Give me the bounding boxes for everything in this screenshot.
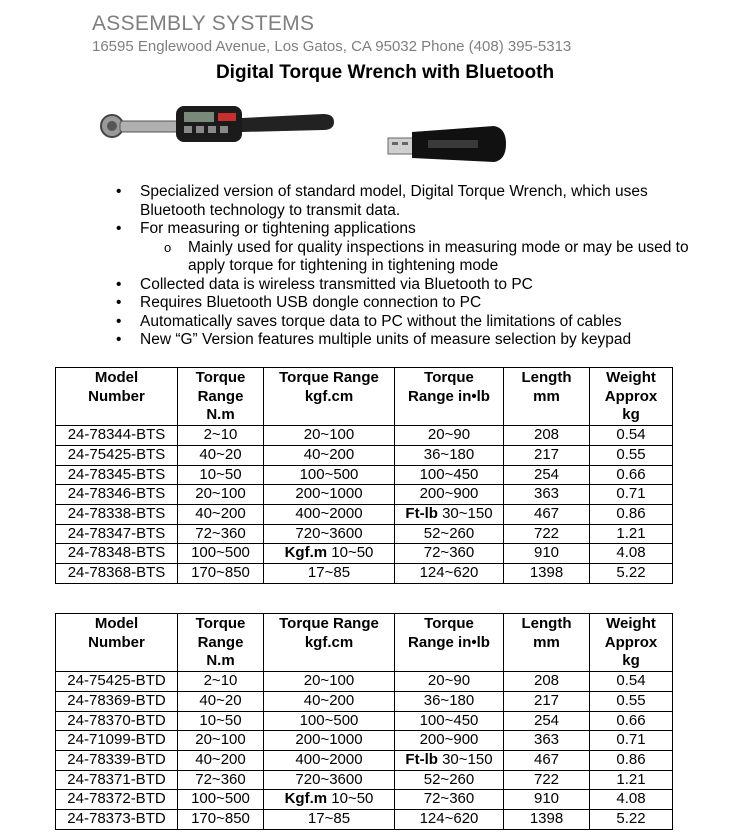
table-cell (56, 504, 178, 524)
column-header-line: Range in•lb (408, 387, 490, 405)
column-header-line: Range in•lb (408, 633, 490, 651)
table-cell (590, 731, 673, 751)
cell-value: 100~500 (299, 711, 359, 729)
column-header-line: Torque (195, 369, 246, 386)
column-header-line: Model (94, 369, 139, 386)
table-cell (56, 445, 178, 465)
table-cell (504, 790, 590, 810)
bts-spec-table (55, 367, 673, 584)
table-cell (395, 426, 504, 446)
cell-value: 100~500 (191, 790, 250, 808)
cell-value: 10~50 (331, 790, 374, 808)
column-header-line: Torque (424, 615, 474, 632)
cell-value: 40~200 (195, 504, 246, 522)
column-header-line: N.m (206, 652, 235, 670)
table-cell (56, 691, 178, 711)
cell-value: 20~100 (195, 731, 246, 749)
table-cell (56, 672, 178, 692)
cell-value: 72~360 (423, 544, 475, 562)
btd-spec-table (55, 613, 673, 830)
cell-value: 0.71 (616, 485, 646, 503)
table-row (56, 672, 673, 692)
feature-list (112, 183, 712, 350)
table-cell (504, 672, 590, 692)
cell-value: 24-78368-BTS (67, 564, 166, 582)
table-cell (264, 524, 395, 544)
table-cell (56, 750, 178, 770)
cell-value: 200~900 (419, 485, 479, 503)
cell-value: 200~1000 (295, 485, 363, 503)
table-cell (590, 770, 673, 790)
cell-value: 217 (533, 445, 560, 463)
table-row (56, 485, 673, 505)
cell-value: 910 (533, 790, 560, 808)
cell-value: 467 (533, 504, 560, 522)
table-cell (590, 485, 673, 505)
cell-value: 24-78344-BTS (67, 426, 166, 444)
table-cell (264, 750, 395, 770)
cell-value: 24-78370-BTD (67, 711, 166, 729)
table-row (56, 504, 673, 524)
cell-value: 124~620 (419, 810, 479, 828)
table-cell (264, 711, 395, 731)
table-cell (504, 810, 590, 830)
table-cell (590, 691, 673, 711)
column-header (504, 368, 590, 426)
column-header-line: mm (533, 387, 560, 405)
table-cell (504, 465, 590, 485)
table-row (56, 731, 673, 751)
cell-value: 208 (533, 426, 560, 444)
table-cell (264, 504, 395, 524)
cell-value: 5.22 (616, 564, 646, 582)
cell-value: 200~900 (419, 731, 479, 749)
table-cell (178, 504, 264, 524)
table-cell (264, 672, 395, 692)
column-header-line: N.m (206, 406, 235, 424)
feature-item: • New “G” Version features multiple units of measure selection by keypad (112, 331, 712, 350)
company-name: ASSEMBLY SYSTEMS (92, 12, 315, 35)
cell-value: 40~200 (303, 445, 355, 463)
cell-value: 24-78348-BTS (67, 544, 166, 562)
table-cell (395, 790, 504, 810)
table-cell (264, 770, 395, 790)
cell-value: 100~500 (191, 544, 250, 562)
cell-value: 0.71 (616, 731, 646, 749)
table-cell (590, 564, 673, 584)
cell-value: 40~200 (303, 691, 355, 709)
cell-value: 400~2000 (295, 750, 363, 768)
table-cell (395, 524, 504, 544)
table-cell (178, 810, 264, 830)
feature-item: • Specialized version of standard model, Digital Torque Wrench, which uses Bluetooth technology to transmit data. (112, 183, 712, 220)
cell-value: 0.55 (616, 691, 646, 709)
table-header-row (56, 368, 673, 426)
cell-value: 0.86 (616, 504, 646, 522)
table-cell (178, 564, 264, 584)
table-cell (178, 485, 264, 505)
column-header-line: kgf.cm (304, 387, 354, 405)
column-header-line: Approx (604, 387, 658, 405)
table-cell (395, 810, 504, 830)
table-cell (504, 711, 590, 731)
cell-value: 30~150 (442, 504, 493, 522)
cell-value: 200~1000 (295, 731, 363, 749)
cell-value: 52~260 (423, 770, 475, 788)
table-cell (590, 445, 673, 465)
table-cell (590, 672, 673, 692)
cell-value: 24-78373-BTD (67, 810, 166, 828)
cell-value: 2~10 (203, 426, 238, 444)
cell-value: 40~20 (199, 445, 242, 463)
table-cell (56, 790, 178, 810)
cell-value: 363 (533, 485, 560, 503)
column-header (395, 368, 504, 426)
table-cell (56, 810, 178, 830)
column-header-line: Number (88, 633, 145, 651)
cell-value: 124~620 (419, 564, 479, 582)
column-header (590, 368, 673, 426)
table-cell (178, 445, 264, 465)
cell-value: 30~150 (442, 750, 493, 768)
table-row (56, 426, 673, 446)
column-header-line: kgf.cm (304, 633, 354, 651)
table-row (56, 711, 673, 731)
cell-value: 363 (533, 731, 560, 749)
cell-value: 20~100 (303, 672, 355, 690)
column-header-line: kg (622, 406, 640, 424)
cell-value: 254 (533, 465, 560, 483)
cell-value: 0.66 (616, 465, 646, 483)
table-cell (264, 426, 395, 446)
table-cell (590, 504, 673, 524)
table-cell (178, 691, 264, 711)
cell-value: 52~260 (423, 524, 475, 542)
table-cell (264, 810, 395, 830)
table-row (56, 544, 673, 564)
cell-value: 36~180 (423, 445, 475, 463)
cell-value: 72~360 (195, 524, 246, 542)
table-row (56, 691, 673, 711)
table-cell (264, 691, 395, 711)
table-cell (395, 770, 504, 790)
usb-dongle-icon (386, 120, 508, 166)
table-header-row (56, 614, 673, 672)
table-cell (395, 711, 504, 731)
cell-value: 72~360 (423, 790, 475, 808)
cell-value: 10~50 (199, 465, 242, 483)
column-header (504, 614, 590, 672)
feature-item: • Requires Bluetooth USB dongle connection to PC (112, 294, 712, 313)
cell-value: 24-78369-BTD (67, 691, 166, 709)
table-cell (56, 770, 178, 790)
column-header-line: Length (521, 615, 572, 632)
table-cell (590, 711, 673, 731)
page-title: Digital Torque Wrench with Bluetooth (215, 62, 555, 83)
table-cell (56, 564, 178, 584)
table-cell (178, 524, 264, 544)
table-cell (395, 504, 504, 524)
table-row (56, 810, 673, 830)
cell-value: 17~85 (307, 564, 351, 582)
cell-value: 24-78345-BTS (67, 465, 166, 483)
table-cell (395, 485, 504, 505)
cell-value: 910 (533, 544, 560, 562)
column-header-line: Approx (604, 633, 658, 651)
cell-value: 24-78338-BTS (67, 504, 166, 522)
table-cell (56, 524, 178, 544)
feature-subitem: o Mainly used for quality inspections in measuring mode or may be used to apply torque for tightening in tightening mode (112, 239, 712, 276)
table-cell (178, 672, 264, 692)
feature-item: • For measuring or tightening applications (112, 220, 712, 239)
feature-item: • Collected data is wireless transmitted via Bluetooth to PC (112, 276, 712, 295)
cell-value: 400~2000 (295, 504, 363, 522)
column-header (56, 368, 178, 426)
table-cell (178, 731, 264, 751)
cell-value: 36~180 (423, 691, 475, 709)
table-cell (395, 564, 504, 584)
cell-value: 20~90 (427, 426, 471, 444)
cell-value: 24-75425-BTS (67, 445, 166, 463)
table-cell (395, 750, 504, 770)
table-cell (178, 711, 264, 731)
table-row (56, 770, 673, 790)
column-header-line: Model (94, 615, 139, 632)
table-cell (395, 672, 504, 692)
cell-value: 170~850 (191, 564, 250, 582)
cell-value: 2~10 (203, 672, 238, 690)
column-header-line: Torque (424, 369, 474, 386)
column-header-line: Torque Range (279, 369, 379, 386)
cell-value: 20~100 (195, 485, 246, 503)
cell-value: 1.21 (616, 524, 646, 542)
column-header-line: kg (622, 652, 640, 670)
column-header-line: mm (533, 633, 560, 651)
table-row (56, 564, 673, 584)
table-cell (395, 544, 504, 564)
cell-value: 24-71099-BTD (67, 731, 166, 749)
table-cell (178, 750, 264, 770)
table-cell (178, 426, 264, 446)
cell-value: 0.55 (616, 445, 646, 463)
cell-value: 24-78372-BTD (67, 790, 166, 808)
cell-value: 40~20 (199, 691, 242, 709)
table-cell (264, 485, 395, 505)
cell-value: 10~50 (331, 544, 374, 562)
table-cell (504, 544, 590, 564)
cell-value: 10~50 (199, 711, 242, 729)
table-cell (264, 544, 395, 564)
unit-label: Kgf.m (284, 790, 328, 808)
unit-label: Kgf.m (284, 544, 328, 562)
table-cell (590, 810, 673, 830)
cell-value: 100~450 (419, 711, 479, 729)
table-cell (504, 770, 590, 790)
cell-value: 722 (533, 524, 560, 542)
column-header-line: Weight (606, 615, 656, 632)
cell-value: 217 (533, 691, 560, 709)
cell-value: 722 (533, 770, 560, 788)
cell-value: 24-78347-BTS (67, 524, 166, 542)
cell-value: 24-78346-BTS (67, 485, 166, 503)
table-cell (504, 485, 590, 505)
table-cell (590, 544, 673, 564)
table-row (56, 750, 673, 770)
feature-item: • Automatically saves torque data to PC without the limitations of cables (112, 313, 712, 332)
column-header-line: Torque (195, 615, 246, 632)
cell-value: 24-78371-BTD (67, 770, 166, 788)
cell-value: 20~100 (303, 426, 355, 444)
cell-value: 0.54 (616, 426, 646, 444)
cell-value: 170~850 (191, 810, 250, 828)
table-cell (178, 465, 264, 485)
column-header-line: Weight (606, 369, 656, 386)
column-header (590, 614, 673, 672)
table-cell (504, 426, 590, 446)
table-row (56, 445, 673, 465)
cell-value: 5.22 (616, 810, 646, 828)
unit-label: Ft-lb (405, 504, 438, 522)
table-row (56, 790, 673, 810)
table-cell (56, 465, 178, 485)
column-header-line: Range (197, 633, 244, 651)
table-cell (590, 790, 673, 810)
column-header (264, 614, 395, 672)
column-header (178, 368, 264, 426)
cell-value: 0.86 (616, 750, 646, 768)
cell-value: 4.08 (616, 544, 646, 562)
table-row (56, 524, 673, 544)
column-header (56, 614, 178, 672)
cell-value: 17~85 (307, 810, 351, 828)
cell-value: 24-75425-BTD (67, 672, 166, 690)
table-cell (178, 770, 264, 790)
table-cell (395, 731, 504, 751)
table-row (56, 465, 673, 485)
column-header (395, 614, 504, 672)
cell-value: 720~3600 (295, 524, 363, 542)
table-cell (178, 790, 264, 810)
table-cell (590, 465, 673, 485)
cell-value: 40~200 (195, 750, 246, 768)
table-cell (504, 691, 590, 711)
table-cell (395, 445, 504, 465)
table-cell (264, 790, 395, 810)
table-cell (56, 485, 178, 505)
cell-value: 0.54 (616, 672, 646, 690)
column-header-line: Torque Range (279, 615, 379, 632)
column-header (178, 614, 264, 672)
cell-value: 20~90 (427, 672, 471, 690)
column-header-line: Number (88, 387, 145, 405)
table-cell (56, 731, 178, 751)
cell-value: 1.21 (616, 770, 646, 788)
table-cell (504, 750, 590, 770)
table-cell (590, 750, 673, 770)
table-cell (264, 445, 395, 465)
table-cell (178, 544, 264, 564)
table-cell (395, 691, 504, 711)
unit-label: Ft-lb (405, 750, 438, 768)
cell-value: 4.08 (616, 790, 646, 808)
cell-value: 24-78339-BTD (67, 750, 166, 768)
cell-value: 72~360 (195, 770, 246, 788)
company-address: 16595 Englewood Avenue, Los Gatos, CA 95032 Phone (408) 395-5313 (92, 38, 572, 55)
table-cell (504, 524, 590, 544)
cell-value: 208 (533, 672, 560, 690)
table-cell (56, 544, 178, 564)
cell-value: 720~3600 (295, 770, 363, 788)
table-cell (504, 445, 590, 465)
table-cell (504, 731, 590, 751)
table-cell (264, 465, 395, 485)
table-cell (56, 711, 178, 731)
cell-value: 254 (533, 711, 560, 729)
column-header-line: Length (521, 369, 572, 386)
table-cell (395, 465, 504, 485)
cell-value: 0.66 (616, 711, 646, 729)
cell-value: 100~450 (419, 465, 479, 483)
table-cell (56, 426, 178, 446)
cell-value: 467 (533, 750, 560, 768)
table-cell (264, 564, 395, 584)
table-cell (264, 731, 395, 751)
table-cell (504, 504, 590, 524)
table-cell (590, 426, 673, 446)
column-header (264, 368, 395, 426)
cell-value: 100~500 (299, 465, 359, 483)
torque-wrench-icon (98, 100, 338, 146)
cell-value: 1398 (529, 564, 564, 582)
table-cell (504, 564, 590, 584)
cell-value: 1398 (529, 810, 564, 828)
table-cell (590, 524, 673, 544)
column-header-line: Range (197, 387, 244, 405)
